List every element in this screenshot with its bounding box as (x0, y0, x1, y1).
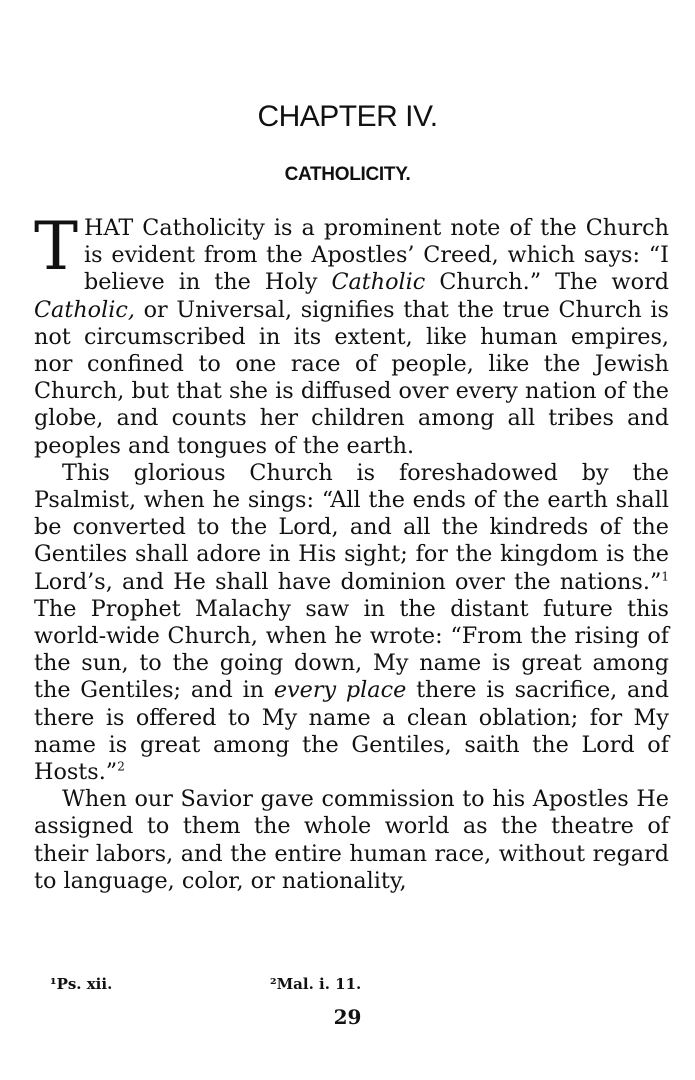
paragraph-2-text-b: The Prophet Malachy saw in the distant future this world-wide Church, when he wrote: “From the rising of the sun, to the going down, My name is great among the Gentiles; and in (34, 595, 669, 704)
paragraph-1-text-c: or Universal, signifies that the true Church is not circumscribed in its extent, like human empires, nor confined to one race of people, like the Jewish Church, but that she is diffused over every nation of the globe, and counts her children among all tribes and peoples and tongues of the earth. (34, 296, 669, 459)
chapter-subtitle: CATHOLICITY. (284, 164, 411, 185)
footnote-ref-1: 1 (661, 569, 669, 584)
body-text (34, 208, 669, 895)
paragraph-1-italic-a: Catholic (331, 269, 426, 296)
paragraph-1 (34, 208, 669, 460)
paragraph-2 (34, 460, 669, 786)
paragraph-1-italic-b: Catholic, (34, 296, 135, 323)
drop-cap: T (34, 208, 79, 285)
footnote-ref-2: 2 (117, 759, 125, 774)
paragraph-2-italic: every place (273, 677, 407, 704)
paragraph-1-text-a: HAT Catholicity is a prominent note of the Church is evident from the Apostles’ Creed, which says: “I believe in the Holy (84, 215, 669, 296)
paragraph-2-text-a: This glorious Church is foreshadowed by the Psalmist, when he sings: “All the ends of the earth shall be converted to the Lord, and all the kindreds of the Gentiles shall adore in His sight; for the kingdom is the Lord’s, and He shall have dominion over the nations.” (34, 459, 669, 595)
paragraph-2-text-c: there is sacrifice, and there is offered to My name a clean oblation; for My name is great among the Gentiles, saith the Lord of Hosts.” (34, 677, 669, 786)
footnote-1: ¹Ps. xii. (50, 975, 113, 993)
paragraph-3 (34, 786, 669, 895)
chapter-title: CHAPTER IV. (257, 100, 438, 133)
page-number: 29 (333, 1005, 362, 1029)
paragraph-3-text: When our Savior gave commission to his Apostles He assigned to them the whole world as the theatre of their labors, and the entire human race, without regard to language, color, or nationality, (34, 786, 669, 894)
paragraph-1-text-b: Church.” The word (425, 269, 669, 296)
footnote-2: ²Mal. i. 11. (270, 975, 362, 993)
